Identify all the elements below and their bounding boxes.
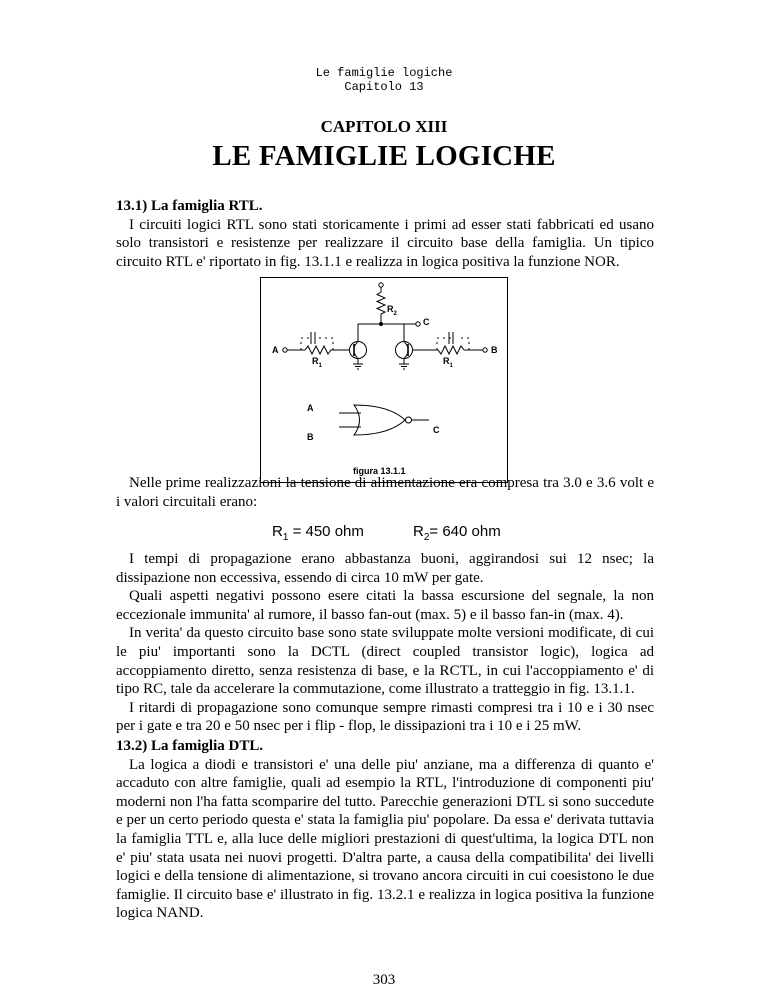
section-dtl: [116, 737, 654, 923]
label-r1-right: $R_1$: [443, 356, 453, 369]
resistor-r1-left: [305, 346, 350, 354]
label-input-b: B: [491, 345, 498, 355]
resistor-r2: [377, 287, 385, 324]
running-head-chapter: Capitolo 13: [344, 80, 424, 94]
resistor-r1-right: [412, 346, 464, 354]
transistor-left: [350, 342, 367, 359]
section-heading-rtl: 13.1) La famiglia RTL.: [116, 198, 263, 214]
circuit-diagram: [261, 278, 509, 484]
paragraph-delays: I ritardi di propagazione sono comunque sempre rimasti compresi tra i 10 e i 30 nsec per i gate e tra 20 e 50 nsec per i flip - flop, le dissipazioni tra i 10 e i 25 mW.: [116, 699, 654, 735]
input-a-terminal: [283, 348, 287, 352]
paragraph-rtl-intro: I circuiti logici RTL sono stati storicamente i primi ad esser stati fabbricati ed usano solo transistori e resistenze per realizzare il circuito base della famiglia. Un tipico circuito RTL e' riportato in fig. 13.1.1 e realizza in logica positiva la funzione NOR.: [116, 216, 654, 270]
label-gate-c: C: [433, 425, 440, 435]
supply-terminal: [379, 283, 383, 287]
figure-caption: figura 13.1.1: [353, 466, 406, 476]
formula-r1: $R_1 = 450$ ohm: [272, 523, 364, 543]
formula-r2: $R_2= 640$ ohm: [413, 523, 501, 543]
nor-gate-bubble: [406, 417, 412, 423]
section-rtl-body-2: [116, 550, 654, 736]
section-rtl-intro: [116, 197, 654, 271]
nor-gate-symbol: [354, 405, 405, 435]
paragraph-negatives: Quali aspetti negativi possono esere citati la bassa escursione del segnale, la non eccezionale immunita' al rumore, il basso fan-out (max. 5) e il basso fan-in (max. 4).: [116, 588, 654, 623]
chapter-title: LE FAMIGLIE LOGICHE: [212, 140, 556, 172]
section-rtl-body-1: [116, 474, 654, 511]
page-number: 303: [372, 972, 396, 988]
label-r1-left: $R_1$: [312, 356, 322, 369]
output-c-terminal: [416, 322, 420, 326]
label-gate-b: B: [307, 432, 314, 442]
label-output-c: C: [423, 317, 430, 327]
label-input-a: A: [272, 345, 279, 355]
paragraph-supply-voltage: Nelle prime realizzazioni la tensione di alimentazione era compresa tra 3.0 e 3.6 volt e i valori circuitali erano:: [116, 475, 654, 510]
running-head-title: Le famiglie logiche: [315, 66, 453, 80]
section-heading-dtl: 13.2) La famiglia DTL.: [116, 738, 264, 754]
paragraph-dtl: La logica a diodi e transistori e' una delle piu' anziane, ma a differenza di quanto e' accaduto con altre famiglie, quali ad esempio la RTL, l'introduzione di componenti piu' moderni non l'ha fatta scomparire del tutto. Parecchie generazioni DTL si sono succedute e per un certo periodo questa e' stata la famiglia piu' popolare. Da essa e' derivata tuttavia la famiglia TTL e, alla luce delle migliori prestazioni di quest'ultima, la logica DTL non e' piu' stata usata nei nuovi progetti. D'altra parte, a causa della compatibilita' dei livelli logici e della tensione di alimentazione, si trovano ancora circuiti in cui coesistono le due famiglie. Il circuito base e' illustrato in fig. 13.2.1 e realizza in logica positiva la funzione logica NAND.: [116, 756, 654, 922]
paragraph-variants: In verita' da questo circuito base sono state sviluppate molte versioni modificate, di cui le piu' importanti sono la DCTL (direct coupled transistor logic), logica ad accoppiamento diretto, senza resistenza di base, e la RCTL, in cui l'accoppiamento e' di tipo RC, tale da accelerare la commutazione, come illustrato a tratteggio in fig. 13.1.1.: [116, 625, 654, 698]
input-b-terminal: [483, 348, 487, 352]
label-r2: $R_2$: [387, 304, 397, 317]
chapter-number: CAPITOLO XIII: [320, 117, 448, 136]
label-gate-a: A: [307, 403, 314, 413]
paragraph-propagation: I tempi di propagazione erano abbastanza buoni, aggirandosi sui 12 nsec; la dissipazione non eccessiva, essendo di circa 10 mW per gate.: [116, 551, 654, 586]
transistor-right: [396, 342, 413, 359]
figure-rtl-circuit: [260, 277, 508, 483]
